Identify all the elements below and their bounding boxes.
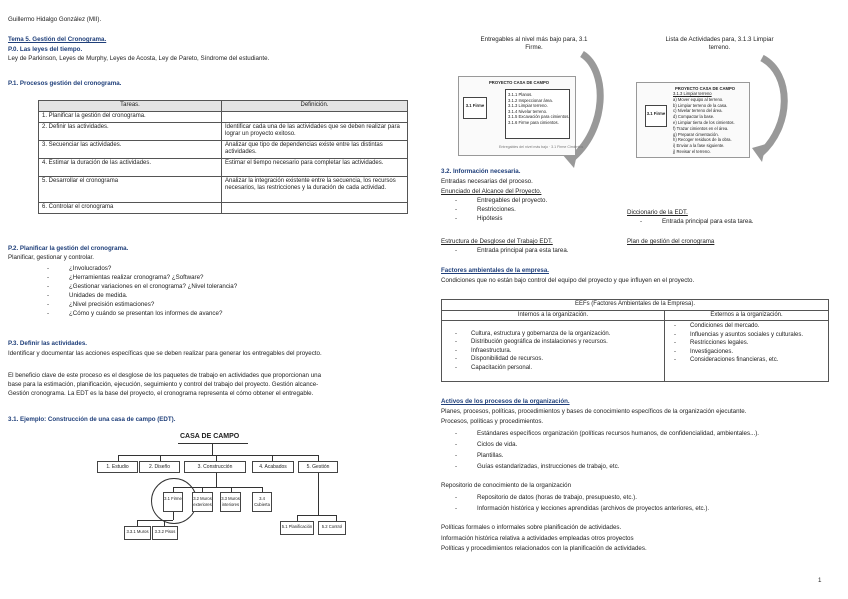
edt-node-pisos: 3.3.2 Pisos (152, 526, 178, 540)
estructura-heading: Estructura de Desglose del Trabajo EDT. (441, 238, 553, 245)
p3-heading: P.3. Definir las actividades. (8, 340, 87, 347)
root-underline (178, 443, 248, 444)
list-item: - Disponibilidad de recursos. (455, 356, 544, 363)
edt-root: CASA DE CAMPO (180, 433, 240, 440)
edt-node-firme: 3.1 Firme (163, 492, 183, 512)
politicas-line3: Políticas y procedimientos relacionados con la planificación de actividades. (441, 545, 647, 552)
enunciado-heading: Enunciado del Alcance del Proyecto. (441, 188, 542, 195)
factores-heading: Factores ambientales de la empresa. (441, 267, 549, 274)
list-item: 3.1.4 Nivelar terreno. (508, 108, 548, 114)
table-row (39, 176, 408, 202)
caption-left: Entregables al nivel más bajo para, 3.1 Firme. (480, 36, 588, 51)
edt-node-control: 5.2 Control (318, 521, 346, 535)
edt-node-planificacion: 5.1 Planificación (280, 521, 314, 535)
author: Guillermo Hidalgo González (MII). (8, 16, 102, 23)
list-item: - Hipótesis (455, 214, 547, 223)
edt-node-construccion: 3. Construcción (184, 461, 246, 473)
list-item: c) Nivelar terreno del área. (673, 108, 723, 114)
p0-heading: P.0. Las leyes del tiempo. (8, 46, 83, 53)
task-cell: 6. Controlar el cronograma (39, 202, 222, 213)
diccionario-list (640, 217, 754, 226)
list-item: b) Limpiar terreno de la casa. (673, 102, 728, 108)
list-item: - Influencias y asuntos sociales y culturales. (674, 331, 804, 338)
list-item: - Entregables del proyecto. (455, 196, 547, 205)
p3-text: Identificar y documentar las acciones específicas que se deben realizar para generar los entregables del proyecto. (8, 350, 322, 357)
task-cell: 5. Desarrollar el cronograma (39, 176, 222, 202)
connector (212, 444, 213, 455)
list-item: - Entrada principal para esta tarea. (640, 217, 754, 226)
repositorio-heading: Repositorio de conocimiento de la organización (441, 482, 572, 489)
page-number: 1 (818, 577, 822, 584)
list-item: - Información histórica y lecciones aprendidas (archivos de proyectos anteriores, etc.). (455, 503, 709, 514)
list-item: - Unidades de medida. (47, 291, 237, 300)
activos-text: Planes, procesos, políticas, procedimientos y bases de conocimiento específicos de la organización ejecutante. (441, 408, 747, 415)
edt-node-muros-int: 3.3 Muros interiores (220, 492, 241, 512)
image-footnote: Entregables del nivel más bajo · 3.1 Firme Cimientos (499, 145, 584, 149)
s32-heading: 3.2. Información necesaria. (441, 168, 521, 175)
connector (118, 455, 318, 456)
p3-para-line2: base para la estimación, planificación, ejecución, seguimiento y control del trabajo del proyecto. Gestión alcance- (8, 381, 319, 388)
list-item: 3.1.6 Firme para cimientos. (508, 119, 559, 125)
image-title: PROYECTO CASA DE CAMPO (489, 80, 550, 85)
edt-node-acabados: 4. Acabados (252, 461, 294, 473)
edt-node-muros-ext: 3.2 Muros exteriores (192, 492, 213, 512)
p3-para-line1: El beneficio clave de este proceso es el desglose de los paquetes de trabajo en actividades que proporcionan una (8, 372, 322, 379)
topic-title: Tema 5. Gestión del Cronograma. (8, 36, 107, 43)
list-item: - Estándares específicos organización (políticas recursos humanos, de confidencialidad, ambientales...). (455, 428, 759, 439)
enunciado-list (455, 196, 547, 223)
list-item: 3.1.2 Inspeccionar área. (508, 97, 553, 103)
list-item: 3.1.3 Limpiar terreno (673, 91, 712, 96)
procesos-heading: Procesos, políticas y procedimientos. (441, 418, 544, 425)
process-table (38, 100, 408, 214)
list-item: - Ciclos de vida. (455, 439, 759, 450)
politicas-line1: Políticas formales o informales sobre planificación de actividades. (441, 524, 622, 531)
list-item: - Infraestructura. (455, 347, 512, 354)
definition-cell (222, 202, 408, 213)
list-item: - ¿Involucrados? (47, 264, 237, 273)
procesos-list (455, 428, 759, 472)
firme-box: 3.1 Firme (463, 97, 487, 119)
connector (297, 515, 337, 516)
table-row (442, 310, 829, 321)
diccionario-heading: Diccionario de la EDT. (627, 209, 688, 216)
list-item: - Guías estandarizadas, instrucciones de trabajo, etc. (455, 461, 759, 472)
list-item: - Cultura, estructura y gobernanza de la organización. (455, 330, 611, 337)
list-item: - Distribución geográfica de instalaciones y recursos. (455, 339, 608, 346)
connector (173, 512, 174, 520)
politicas-line2: Información histórica relativa a actividades empleadas otros proyectos (441, 535, 634, 542)
list-item: - ¿Gestionar variaciones en el cronograma? ¿Nivel tolerancia? (47, 282, 237, 291)
connector (137, 520, 173, 521)
table-header-row (39, 101, 408, 112)
table-row (39, 140, 408, 158)
table-row (39, 158, 408, 176)
table-col-definition: Definición. (222, 101, 408, 112)
p3-para-line3: Gestión cronograma. La EDT es la base del proyecto, el cronograma representa el cómo obtener el entregable. (8, 390, 314, 397)
table-row (39, 202, 408, 213)
task-cell: 3. Secuenciar las actividades. (39, 140, 222, 158)
list-item: e) Limpiar tierra de los cimientos. (673, 119, 735, 125)
eef-internal-cell (442, 321, 665, 382)
eef-table (441, 299, 829, 382)
p1-heading: P.1. Procesos gestión del cronograma. (8, 80, 122, 87)
list-item: 3.1.1 Planos. (508, 92, 533, 97)
list-item: - ¿Herramientas realizar cronograma? ¿Software? (47, 273, 237, 282)
list-item: j) Revisar el terreno. (673, 148, 711, 154)
table-row (39, 122, 408, 140)
definition-cell: Analizar la integración existente entre la secuencia, los recursos necesarios, las restricciones y la duración de cada actividad. (222, 176, 408, 202)
table-row (39, 111, 408, 122)
activos-heading: Activos de los procesos de la organización. (441, 398, 570, 405)
actividades-image (636, 82, 750, 158)
estructura-list (455, 246, 569, 255)
list-item: - ¿Nivel precisión estimaciones? (47, 300, 237, 309)
edt-node-cubierta: 3.4 Cubierta (252, 492, 272, 512)
list-item: d) Compactar la base. (673, 114, 715, 120)
eef-external-header: Externos a la organización. (665, 310, 829, 321)
actividades-list (673, 91, 735, 155)
list-item: - Repositorio de datos (horas de trabajo, presupuesto, etc.). (455, 492, 709, 503)
p0-text: Ley de Parkinson, Leyes de Murphy, Leyes de Acosta, Ley de Pareto, Síndrome del estudiante. (8, 55, 270, 62)
definition-cell (222, 111, 408, 122)
definition-cell: Identificar cada una de las actividades que se deben realizar para lograr un proyecto exitoso. (222, 122, 408, 140)
s31-heading: 3.1. Ejemplo: Construcción de una casa de campo (EDT). (8, 416, 176, 423)
s32-entradas: Entradas necesarias del proceso. (441, 178, 533, 185)
list-item: - Condiciones del mercado. (674, 323, 760, 329)
list-item: - Restricciones legales. (674, 340, 749, 346)
list-item: - Consideraciones financieras, etc. (674, 357, 779, 363)
repositorio-list (455, 492, 709, 514)
entregables-list (505, 89, 570, 139)
eef-internal-header: Internos a la organización. (442, 310, 665, 321)
caption-right: Lista de Actividades para, 3.1.3 Limpiar terreno. (665, 36, 774, 51)
list-item: a) Mover equipo al terreno. (673, 96, 724, 102)
table-row (442, 300, 829, 311)
factores-text: Condiciones que no están bajo control del equipo del proyecto y que influyen en el proyecto. (441, 277, 695, 284)
task-cell: 2. Definir las actividades. (39, 122, 222, 140)
image-title: PROYECTO CASA DE CAMPO (675, 86, 736, 91)
edt-node-estudio: 1. Estudio (97, 461, 138, 473)
edt-node-diseno: 2. Diseño (139, 461, 180, 473)
edt-node-gestion: 5. Gestión (298, 461, 338, 473)
p2-heading: P.2. Planificar la gestión del cronograma. (8, 245, 129, 252)
p2-list (47, 264, 237, 318)
list-item: h) Recoger residuos de la obra. (673, 137, 732, 143)
list-item: - Investigaciones. (674, 348, 734, 355)
connector (318, 473, 319, 515)
list-item: - ¿Cómo y cuándo se presentan los informes de avance? (47, 309, 237, 318)
list-item: g) Preparar cimentación. (673, 131, 719, 137)
eef-external-cell (665, 321, 829, 382)
definition-cell: Estimar el tiempo necesario para completar las actividades. (222, 158, 408, 176)
list-item: - Capacitación personal. (455, 364, 533, 371)
task-cell: 4. Estimar la duración de las actividades. (39, 158, 222, 176)
list-item: - Restricciones. (455, 205, 547, 214)
eef-title: EEFs (Factores Ambientales de la Empresa). (442, 300, 829, 311)
curved-arrow-right (748, 54, 798, 164)
entregables-image (458, 76, 584, 156)
edt-node-muros: 3.3.1 Muros (124, 526, 151, 540)
table-col-tasks: Tareas. (39, 101, 222, 112)
plan-heading: Plan de gestión del cronograma (627, 238, 715, 245)
list-item: f) Trazar cimientos en el área. (673, 125, 729, 131)
table-row (442, 321, 829, 382)
list-item: - Plantillas. (455, 450, 759, 461)
list-item: 3.1.3 Limpiar terreno. (508, 103, 548, 108)
task-cell: 1. Planificar la gestión del cronograma. (39, 111, 222, 122)
list-item: - Entrada principal para esta tarea. (455, 246, 569, 255)
connector (216, 473, 217, 487)
definition-cell: Analizar que tipo de dependencias existe entre las distintas actividades. (222, 140, 408, 158)
firme-box: 3.1 Firme (645, 105, 667, 127)
list-item: i) Enviar a la fase siguiente. (673, 143, 725, 149)
list-item: 3.1.5 Excavación para cimientos. (508, 114, 570, 119)
p2-intro: Planificar, gestionar y controlar. (8, 254, 94, 261)
